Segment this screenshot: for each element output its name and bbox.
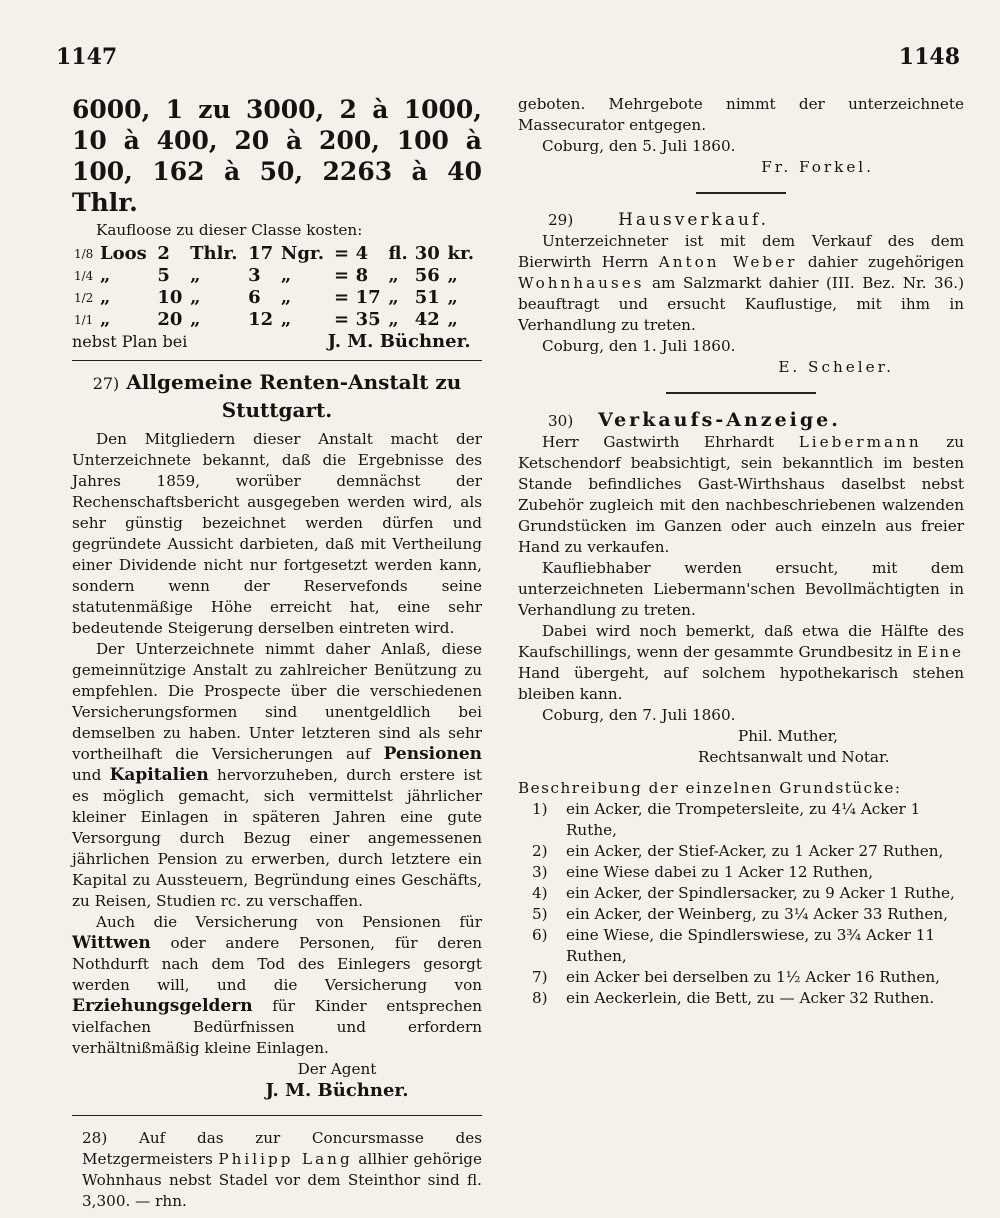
plan-name: J. M. Büchner. <box>327 331 471 352</box>
und-word: und <box>72 766 102 784</box>
list-item <box>518 925 964 967</box>
sec28-number: 28) <box>82 1129 108 1147</box>
sec30-para2: Kaufliebhaber werden ersucht, mit dem unterzeichneten Liebermann'schen Bevollmächtigten in Verhandlung zu treten. <box>518 559 964 619</box>
sec30-date: Coburg, den 7. Juli 1860. <box>542 706 736 724</box>
price-table <box>72 243 480 331</box>
sec30-para3a: Dabei wird noch bemerkt, daß etwa die Hälfte des Kaufschillings, wenn der gesammte Grundbesitz in <box>518 622 964 661</box>
list-item-text: ein Acker, der Spindlersacker, zu 9 Acker 1 Ruthe, <box>566 884 955 902</box>
sec30-para3 <box>518 621 964 705</box>
right-column <box>518 94 964 1009</box>
price-cell-kr-unit: „ <box>447 309 458 330</box>
sec29-number: 29) <box>548 211 574 229</box>
price-cell-ngr-unit: „ <box>280 309 292 330</box>
sec30-title: Verkaufs-Anzeige. <box>598 409 841 431</box>
agent-label: Der Agent <box>297 1060 377 1078</box>
price-cell-frac: 1/2 <box>74 291 94 305</box>
price-cell-kr: 51 <box>414 287 440 308</box>
sec29-text-a: Unterzeichneter ist mit dem Verkauf des dem Bierwirth Herrn <box>518 232 964 271</box>
price-cell-fl: 8 <box>355 265 369 286</box>
list-item-text: ein Acker, der Stief-Acker, zu 1 Acker 27 Ruthen, <box>566 842 944 860</box>
price-cell-eq: = <box>334 287 350 308</box>
sec30-para1 <box>518 432 964 558</box>
price-cell-ngr: 17 <box>248 243 274 264</box>
price-cell-thlr-unit: Thlr. <box>190 243 238 264</box>
list-item-text: ein Acker bei derselben zu 1½ Acker 16 Ruthen, <box>566 968 940 986</box>
sec29-name: Anton Weber <box>658 253 798 271</box>
liebermann-name: Liebermann <box>798 433 922 451</box>
list-item <box>518 799 964 841</box>
sec29-title: Hausverkauf. <box>618 210 769 230</box>
price-cell-thlr: 5 <box>157 265 170 286</box>
page-number-left: 1147 <box>56 44 118 70</box>
sec27-heading <box>72 369 482 423</box>
price-cell-fl: 17 <box>355 287 381 308</box>
price-cell-eq: = <box>334 309 350 330</box>
price-cell-ngr-unit: Ngr. <box>280 243 325 264</box>
price-cell-kr: 56 <box>414 265 440 286</box>
sec27-para3c: für Kinder entsprechen vielfachen Bedürfnissen und erfordern verhältnißmäßig kleine Einlagen. <box>72 997 483 1057</box>
signature-forkel: Fr. Forkel. <box>761 158 874 176</box>
price-cell-fl-unit: „ <box>388 287 399 308</box>
list-item-number: 8) <box>532 989 548 1007</box>
sec28-text-a: Auf das zur Concursmasse des Metzgermeisters <box>82 1129 483 1168</box>
price-cell-fl: 4 <box>355 243 369 264</box>
sec27-para3a: Auch die Versicherung von Pensionen für <box>96 913 482 931</box>
price-cell-ngr: 3 <box>248 265 261 286</box>
list-item-number: 6) <box>532 926 548 944</box>
price-cell-fl-unit: „ <box>388 309 399 330</box>
price-cell-label: „ <box>100 265 111 286</box>
divider <box>696 192 786 194</box>
sec27-title: Allgemeine Renten-Anstalt zu Stuttgart. <box>126 370 462 422</box>
price-cell-thlr: 20 <box>157 309 183 330</box>
divider <box>666 392 816 394</box>
sec29-signature: E. Scheler. <box>778 358 894 376</box>
price-cell-ngr: 12 <box>248 309 274 330</box>
price-cell-thlr: 2 <box>157 243 170 264</box>
sec30-signature-title: Rechtsanwalt und Notar. <box>698 748 890 766</box>
price-cell-eq: = <box>334 243 350 264</box>
left-column <box>72 94 482 1212</box>
list-item-number: 5) <box>532 905 548 923</box>
eine-word: Eine <box>917 643 964 661</box>
sec28-text-b: allhier gehörige Wohnhaus nebst Stadel vor dem Steinthor sind fl. 3,300. — rhn. <box>82 1150 483 1210</box>
sec27-para2 <box>72 639 482 912</box>
sec27-para2b-text: hervorzuheben, durch erstere ist es möglich gemacht, sich vermittelst jährlicher kleiner Einlagen in späteren Jahren eine gute Versorgung durch Bezug einer angemessenen jährlichen Pension zu erwerben, durch letztere ein Kapital zu Aussteuern, Begründung eines Geschäfts, zu Reisen, Studien rc. zu verschaffen. <box>72 766 483 910</box>
list-item-number: 7) <box>532 968 548 986</box>
sec30-para3b: Hand übergeht, auf solchem hypothekarisch stehen bleiben kann. <box>518 664 964 703</box>
price-cell-ngr-unit: „ <box>280 265 292 286</box>
price-cell-kr-unit: kr. <box>447 243 475 264</box>
sec27-para1: Den Mitgliedern dieser Anstalt macht der Unterzeichnete bekannt, daß die Ergebnisse des Jahres 1859, worüber demnächst der Rechenschaftsbericht ausgegeben werden wird, als sehr günstig bezeichnet werden dürfen und gegründete Aussicht darbieten, daß mit Vertheilung einer Dividende nicht nur fortgesetzt werden kann, sondern wenn der Reservefonds seine statutenmäßige Höhe erreicht hat, eine sehr bedeutende Steigerung derselben eintreten wird. <box>72 430 482 637</box>
sec28-para <box>72 1128 482 1212</box>
list-item-number: 2) <box>532 842 548 860</box>
price-cell-fl-unit: „ <box>388 265 399 286</box>
price-cell-kr-unit: „ <box>447 265 458 286</box>
plot-list <box>518 799 964 1009</box>
price-cell-kr: 30 <box>414 243 440 264</box>
sec30-para1b: zu Ketschendorf beabsichtigt, sein bekanntlich im besten Stande befindliches Gast-Wirthshaus daselbst nebst Zubehör zugleich mit den nachbeschriebenen walzenden Grundstücken im Ganzen oder auch einzeln aus freier Hand zu verkaufen. <box>518 433 965 556</box>
sec27-para2-text: Der Unterzeichnete nimmt daher Anlaß, diese gemeinnützige Anstalt zu zahlreicher Benützung zu empfehlen. Die Prospecte über die verschiedenen Versicherungsformen sind unentgeldlich bei demselben zu haben. Unter letzteren sind als sehr vortheilhaft die Versicherungen auf <box>72 640 482 763</box>
price-cell-kr-unit: „ <box>447 287 458 308</box>
price-cell-label: „ <box>100 287 111 308</box>
price-cell-thlr-unit: „ <box>190 265 201 286</box>
sec27-para3 <box>72 912 482 1059</box>
list-item-number: 4) <box>532 884 548 902</box>
price-cell-fl-unit: fl. <box>388 243 408 264</box>
price-cell-fl: 35 <box>355 309 381 330</box>
kapitalien-word: Kapitalien <box>109 765 209 785</box>
erziehung-word: Erziehungsgeldern <box>72 996 253 1016</box>
plan-text: nebst Plan bei <box>72 332 188 351</box>
continuation-text: geboten. Mehrgebote nimmt der unterzeichnete Massecurator entgegen. <box>518 95 964 134</box>
sec29-date: Coburg, den 1. Juli 1860. <box>542 337 736 355</box>
price-cell-thlr-unit: „ <box>190 287 201 308</box>
sec30-number: 30) <box>548 412 574 430</box>
sec29-para <box>518 231 964 336</box>
list-item <box>518 862 964 883</box>
sec29-wohn: Wohnhauses <box>518 274 645 292</box>
list-item-text: ein Acker, die Trompetersleite, zu 4¼ Acker 1 Ruthe, <box>566 800 921 839</box>
list-item <box>518 967 964 988</box>
sec29-text-c: am Salzmarkt dahier (III. Bez. Nr. 36.) beauftragt und ersucht Kauflustige, mit ihm in Verhandlung zu treten. <box>518 274 964 334</box>
divider <box>72 1115 482 1116</box>
divider <box>72 360 482 361</box>
agent-name: J. M. Büchner. <box>265 1080 409 1101</box>
price-cell-thlr: 10 <box>157 287 183 308</box>
price-cell-frac: 1/4 <box>74 269 94 283</box>
sec30-heading <box>518 410 964 432</box>
list-item-number: 3) <box>532 863 548 881</box>
price-cell-ngr: 6 <box>248 287 261 308</box>
list-item-number: 1) <box>532 800 548 818</box>
list-item <box>518 841 964 862</box>
sec29-text-b: dahier zugehörigen <box>807 253 965 271</box>
sec30-para1a: Herr Gastwirth Ehrhardt <box>542 433 775 451</box>
price-cell-thlr-unit: „ <box>190 309 201 330</box>
price-row <box>72 265 480 287</box>
price-cell-eq: = <box>334 265 350 286</box>
sec27-number: 27) <box>92 374 120 393</box>
pensionen-word: Pensionen <box>383 744 482 764</box>
sec29-heading <box>518 210 964 231</box>
kaufloose-intro: Kaufloose zu dieser Classe kosten: <box>96 221 363 239</box>
price-cell-frac: 1/8 <box>74 247 94 261</box>
list-item <box>518 904 964 925</box>
list-item-text: eine Wiese, die Spindlerswiese, zu 3¾ Acker 11 Ruthen, <box>566 926 936 965</box>
list-item <box>518 883 964 904</box>
sec30-signature-name: Phil. Muther, <box>738 727 838 745</box>
price-cell-label: Loos <box>100 243 147 264</box>
description-heading: Beschreibung der einzelnen Grundstücke: <box>518 779 902 797</box>
list-item <box>518 988 964 1009</box>
price-cell-kr: 42 <box>414 309 440 330</box>
lot-list: 6000, 1 zu 3000, 2 à 1000, 10 à 400, 20 à 200, 100 à 100, 162 à 50, 2263 à 40 Thlr. <box>72 95 482 217</box>
list-item-text: eine Wiese dabei zu 1 Acker 12 Ruthen, <box>566 863 874 881</box>
sec27-para3b: oder andere Personen, für deren Nothdurft nach dem Tod des Einlegers gesorgt werden will, und die Versicherung von <box>72 934 482 994</box>
price-cell-label: „ <box>100 309 111 330</box>
list-item-text: ein Aeckerlein, die Bett, zu — Acker 32 Ruthen. <box>566 989 935 1007</box>
list-item-text: ein Acker, der Weinberg, zu 3¼ Acker 33 Ruthen, <box>566 905 948 923</box>
date-forkel: Coburg, den 5. Juli 1860. <box>542 137 736 155</box>
plan-line <box>72 331 482 352</box>
wittwen-word: Wittwen <box>72 933 151 953</box>
price-row <box>72 309 480 331</box>
price-cell-frac: 1/1 <box>74 313 94 327</box>
page-number-right: 1148 <box>898 44 960 70</box>
sec28-name: Philipp Lang <box>218 1150 353 1168</box>
price-row <box>72 287 480 309</box>
price-cell-ngr-unit: „ <box>280 287 292 308</box>
price-row <box>72 243 480 265</box>
